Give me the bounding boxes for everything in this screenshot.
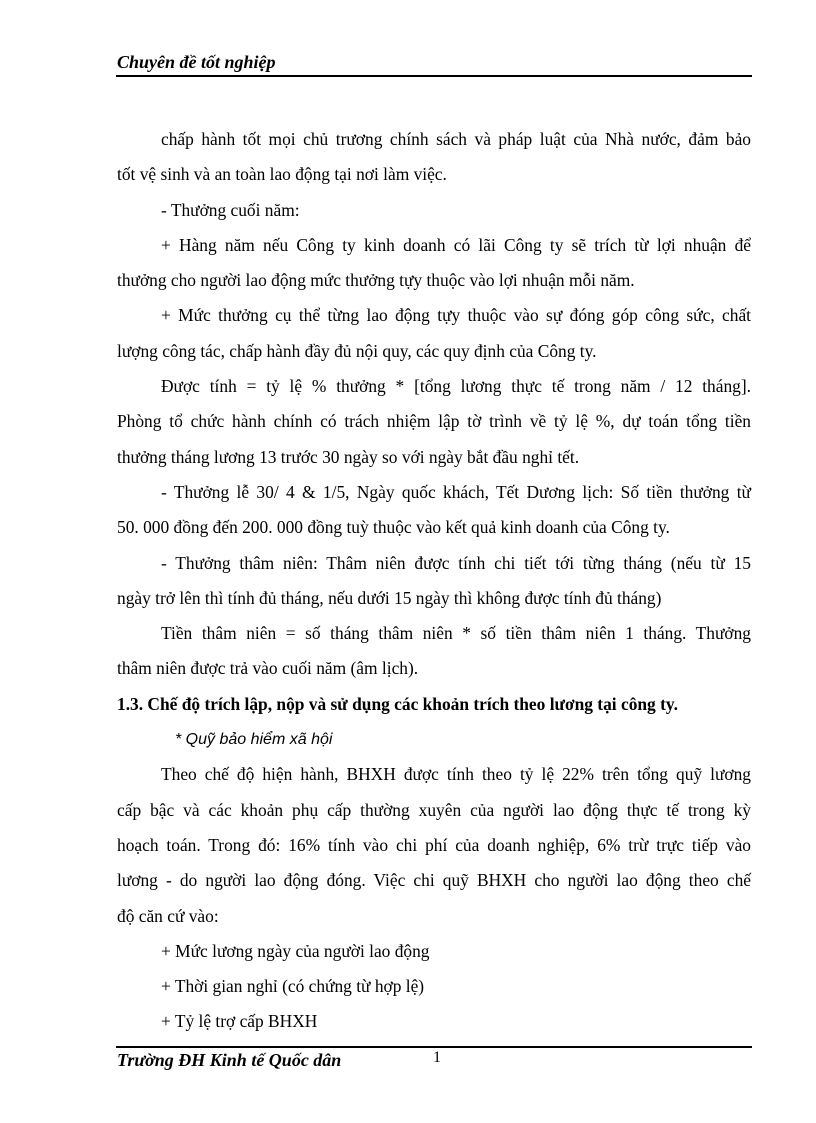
paragraph-line: độ căn cứ vào: [117, 905, 219, 926]
paragraph-line: tốt vệ sinh và an toàn lao động tại nơi làm việc. [117, 164, 447, 185]
paragraph-line: hoạch toán. Trong đó: 16% tính vào chi phí của doanh nghiệp, 6% trừ trực tiếp vào [117, 834, 751, 855]
paragraph-line: - Thưởng lễ 30/ 4 & 1/5, Ngày quốc khách, Tết Dương lịch: Số tiền thưởng từ [161, 481, 751, 502]
paragraph-line: lượng công tác, chấp hành đầy đủ nội quy, các quy định của Công ty. [117, 340, 597, 361]
paragraph-line: ngày trở lên thì tính đủ tháng, nếu dưới 15 ngày thì không được tính đủ tháng) [117, 587, 662, 608]
paragraph-line: - Thưởng thâm niên: Thâm niên được tính chi tiết tới từng tháng (nếu từ 15 [161, 552, 751, 573]
document-header-title: Chuyên đề tốt nghiệp [117, 52, 276, 72]
paragraph-line: thưởng cho người lao động mức thưởng tựy thuộc vào lợi nhuận mỗi năm. [117, 270, 635, 291]
paragraph-line: + Mức thưởng cụ thể từng lao động tựy thuộc vào sự đóng góp công sức, chất [161, 305, 751, 326]
paragraph-line: Được tính = tỷ lệ % thưởng * [tổng lương thực tế trong năm / 12 tháng]. [161, 376, 751, 397]
paragraph-line: Phòng tổ chức hành chính có trách nhiệm lập tờ trình về tỷ lệ %, dự toán tổng tiền [117, 411, 751, 432]
paragraph-line: Tiền thâm niên = số tháng thâm niên * số tiền thâm niên 1 tháng. Thưởng [161, 623, 751, 644]
paragraph-line: - Thưởng cuối năm: [161, 199, 300, 220]
list-item: + Thời gian nghỉ (có chứng từ hợp lệ) [161, 976, 425, 997]
paragraph-line: chấp hành tốt mọi chủ trương chính sách và pháp luật của Nhà nước, đảm bảo [161, 129, 751, 149]
page-number: 1 [433, 1049, 441, 1066]
subsection-title: * Quỹ bảo hiểm xã hội [175, 731, 333, 749]
paragraph-line: + Hàng năm nếu Công ty kinh doanh có lãi Công ty sẽ trích từ lợi nhuận để [161, 234, 751, 255]
section-heading: 1.3. Chế độ trích lập, nộp và sử dụng các khoản trích theo lương tại công ty. [117, 693, 678, 714]
footer-school-name: Trường ĐH Kinh tế Quốc dân [117, 1050, 342, 1070]
list-item: + Tỷ lệ trợ cấp BHXH [161, 1011, 318, 1032]
header-divider [116, 75, 752, 77]
document-body [117, 122, 751, 1040]
list-item: + Mức lương ngày của người lao động [161, 940, 430, 961]
paragraph-line: thâm niên được trả vào cuối năm (âm lịch). [117, 658, 419, 679]
paragraph-line: cấp bậc và các khoản phụ cấp thường xuyên của người lao động thực tế trong kỳ [117, 799, 751, 820]
footer-divider [116, 1046, 752, 1048]
paragraph-line: Theo chế độ hiện hành, BHXH được tính theo tỷ lệ 22% trên tổng quỹ lương [161, 764, 751, 785]
paragraph-line: thưởng tháng lương 13 trước 30 ngày so với ngày bắt đầu nghỉ tết. [117, 446, 580, 467]
paragraph-line: 50. 000 đồng đến 200. 000 đồng tuỳ thuộc vào kết quả kinh doanh của Công ty. [117, 517, 670, 538]
paragraph-line: lương - do người lao động đóng. Việc chi quỹ BHXH cho người lao động theo chế [117, 870, 751, 891]
